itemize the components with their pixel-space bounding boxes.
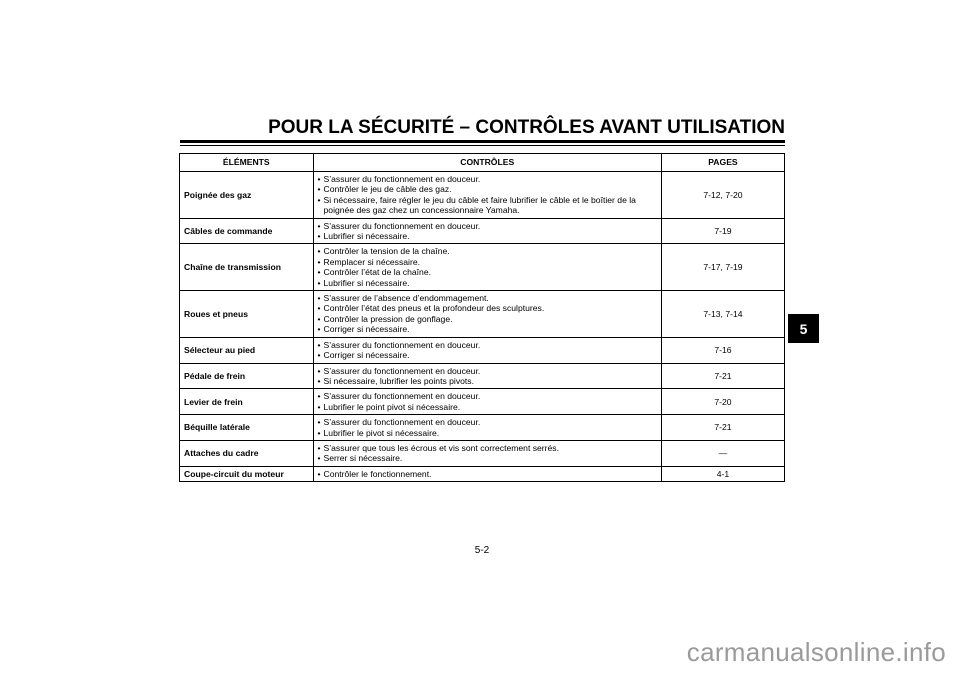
- controls-list: [318, 340, 657, 361]
- row-pages: 7-20: [661, 389, 784, 415]
- row-element: Pédale de frein: [180, 363, 314, 389]
- header-elements: ÉLÉMENTS: [180, 154, 314, 172]
- row-controls: [313, 172, 661, 219]
- control-item: • Contrôler le jeu de câble des gaz.: [318, 184, 657, 194]
- control-item: • S’assurer du fonctionnement en douceur.: [318, 366, 657, 376]
- page-number: 5-2: [474, 545, 490, 556]
- row-controls: [313, 389, 661, 415]
- control-item: • Remplacer si nécessaire.: [318, 257, 657, 267]
- control-item: • Si nécessaire, faire régler le jeu du câble et faire lubrifier le câble et le boîtier de la poignée des gaz chez un concessionnaire Yamaha.: [318, 195, 657, 216]
- table-row: [180, 363, 785, 389]
- table-body: [180, 172, 785, 482]
- row-controls: [313, 291, 661, 338]
- row-element: Câbles de commande: [180, 218, 314, 244]
- row-pages: 7-21: [661, 415, 784, 441]
- header-pages: PAGES: [661, 154, 784, 172]
- control-item: • Lubrifier si nécessaire.: [318, 278, 657, 288]
- controls-list: [318, 221, 657, 242]
- control-item: • S’assurer de l’absence d’endommagement.: [318, 293, 657, 303]
- table-row: [180, 466, 785, 481]
- row-element: Coupe-circuit du moteur: [180, 466, 314, 481]
- table-header-row: [180, 154, 785, 172]
- row-controls: [313, 218, 661, 244]
- controls-list: [318, 246, 657, 288]
- table-row: [180, 440, 785, 466]
- header-controls: CONTRÔLES: [313, 154, 661, 172]
- inspection-table: [179, 153, 785, 482]
- page-title: POUR LA SÉCURITÉ – CONTRÔLES AVANT UTILISATION: [268, 117, 785, 138]
- controls-list: [318, 293, 657, 335]
- control-item: • Lubrifier si nécessaire.: [318, 231, 657, 241]
- title-rule-thick: [180, 140, 785, 143]
- control-item: • Corriger si nécessaire.: [318, 350, 657, 360]
- row-element: Attaches du cadre: [180, 440, 314, 466]
- chapter-tab: 5: [788, 314, 819, 343]
- control-item: • S’assurer du fonctionnement en douceur.: [318, 417, 657, 427]
- control-item: • S’assurer du fonctionnement en douceur.: [318, 340, 657, 350]
- row-element: Sélecteur au pied: [180, 337, 314, 363]
- row-pages: 7-13, 7-14: [661, 291, 784, 338]
- control-item: • S’assurer que tous les écrous et vis sont correctement serrés.: [318, 443, 657, 453]
- table-row: [180, 291, 785, 338]
- control-item: • Corriger si nécessaire.: [318, 324, 657, 334]
- row-controls: [313, 337, 661, 363]
- controls-list: [318, 443, 657, 464]
- row-pages: 7-21: [661, 363, 784, 389]
- controls-list: [318, 417, 657, 438]
- row-controls: [313, 415, 661, 441]
- row-controls: [313, 363, 661, 389]
- row-pages: 7-17, 7-19: [661, 244, 784, 291]
- row-controls: [313, 440, 661, 466]
- row-pages: 7-16: [661, 337, 784, 363]
- controls-list: [318, 391, 657, 412]
- control-item: • S’assurer du fonctionnement en douceur.: [318, 174, 657, 184]
- control-item: • Contrôler l’état de la chaîne.: [318, 267, 657, 277]
- control-item: • Contrôler la pression de gonflage.: [318, 314, 657, 324]
- row-pages: —: [661, 440, 784, 466]
- row-element: Poignée des gaz: [180, 172, 314, 219]
- row-pages: 7-19: [661, 218, 784, 244]
- control-item: • Lubrifier le pivot si nécessaire.: [318, 428, 657, 438]
- row-controls: [313, 466, 661, 481]
- controls-list: [318, 366, 657, 387]
- row-element: Roues et pneus: [180, 291, 314, 338]
- table-row: [180, 244, 785, 291]
- row-pages: 7-12, 7-20: [661, 172, 784, 219]
- control-item: • Lubrifier le point pivot si nécessaire.: [318, 402, 657, 412]
- table-row: [180, 172, 785, 219]
- table-row: [180, 218, 785, 244]
- row-pages: 4-1: [661, 466, 784, 481]
- control-item: • Contrôler le fonctionnement.: [318, 469, 657, 479]
- control-item: • Si nécessaire, lubrifier les points pivots.: [318, 376, 657, 386]
- controls-list: [318, 174, 657, 216]
- title-rule-thin: [180, 145, 785, 146]
- control-item: • Serrer si nécessaire.: [318, 453, 657, 463]
- table-row: [180, 415, 785, 441]
- row-element: Levier de frein: [180, 389, 314, 415]
- control-item: • S’assurer du fonctionnement en douceur.: [318, 391, 657, 401]
- watermark: carmanualsonline.info: [686, 637, 946, 667]
- row-controls: [313, 244, 661, 291]
- table-row: [180, 337, 785, 363]
- control-item: • S’assurer du fonctionnement en douceur.: [318, 221, 657, 231]
- controls-list: [318, 469, 657, 479]
- control-item: • Contrôler la tension de la chaîne.: [318, 246, 657, 256]
- control-item: • Contrôler l’état des pneus et la profondeur des sculptures.: [318, 303, 657, 313]
- row-element: Béquille latérale: [180, 415, 314, 441]
- table-row: [180, 389, 785, 415]
- row-element: Chaîne de transmission: [180, 244, 314, 291]
